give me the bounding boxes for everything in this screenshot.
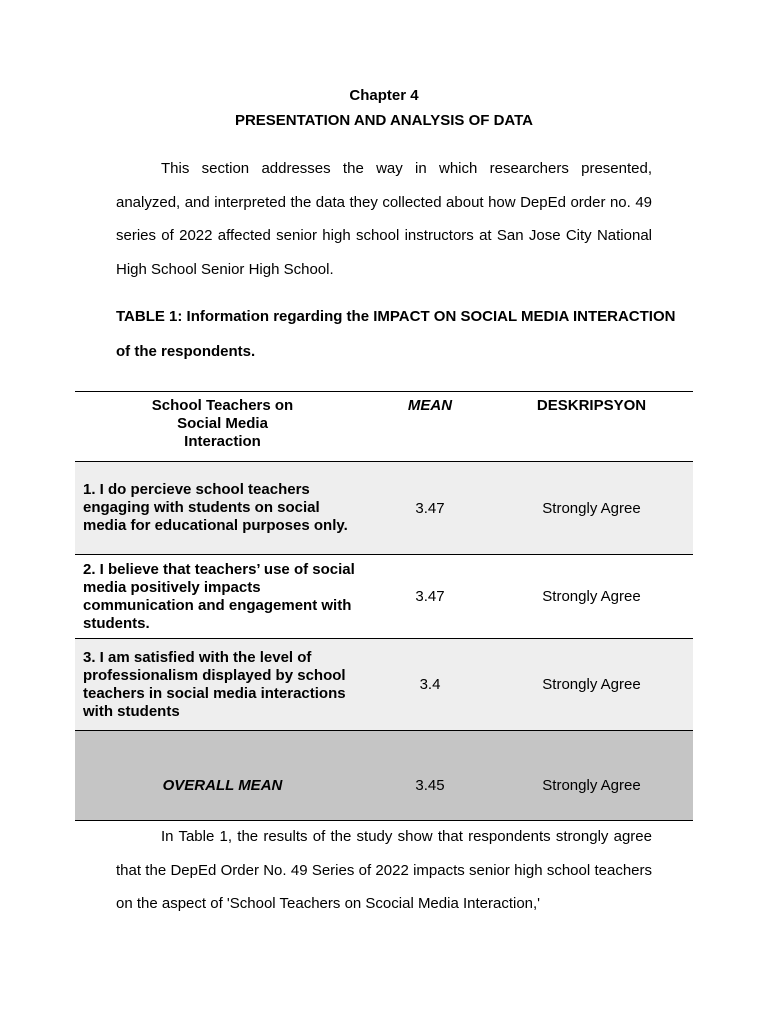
table-row bbox=[75, 555, 693, 639]
intro-paragraph: This section addresses the way in which researchers presented, analyzed, and interpreted the data they collected about how DepEd order no. 49 series of 2022 affected senior high school instructors at San Jose City National High School Senior High School. bbox=[116, 160, 652, 278]
table-header-row bbox=[75, 392, 693, 462]
table-row bbox=[75, 639, 693, 731]
row-mean: 3.4 bbox=[419, 676, 441, 693]
table-caption: TABLE 1: Information regarding the IMPACT ON SOCIAL MEDIA INTERACTION of the respondents. bbox=[116, 308, 676, 360]
row-mean: 3.47 bbox=[415, 499, 445, 517]
row-description: Strongly Agree bbox=[542, 499, 641, 517]
section-title: PRESENTATION AND ANALYSIS OF DATA bbox=[234, 112, 534, 129]
overall-mean-row bbox=[75, 731, 693, 821]
results-table bbox=[75, 391, 693, 821]
table-row bbox=[75, 462, 693, 555]
header-description: DESKRIPSYON bbox=[536, 397, 647, 414]
row-statement: 2. I believe that teachers’ use of social media positively impacts communication and engagement with students. bbox=[83, 560, 355, 632]
overall-mean-description: Strongly Agree bbox=[542, 777, 641, 794]
row-statement: 3. I am satisfied with the level of professionalism displayed by school teachers in social media interactions with students bbox=[83, 648, 346, 720]
header-mean: MEAN bbox=[407, 397, 453, 414]
overall-mean-label: OVERALL MEAN bbox=[162, 777, 283, 794]
chapter-heading: Chapter 4 bbox=[349, 87, 419, 104]
header-statement: School Teachers on Social Media Interaction bbox=[151, 397, 294, 450]
row-description: Strongly Agree bbox=[542, 676, 641, 693]
row-statement: 1. I do percieve school teachers engaging with students on social media for educational purposes only. bbox=[83, 481, 348, 534]
row-description: Strongly Agree bbox=[542, 588, 641, 605]
overall-mean-value: 3.45 bbox=[415, 777, 445, 794]
analysis-paragraph: In Table 1, the results of the study show that respondents strongly agree that the DepEd Order No. 49 Series of 2022 impacts senior high school teachers on the aspect of 'School Teachers on Scocial Media Interaction,' bbox=[116, 828, 652, 912]
row-mean: 3.47 bbox=[415, 588, 445, 605]
